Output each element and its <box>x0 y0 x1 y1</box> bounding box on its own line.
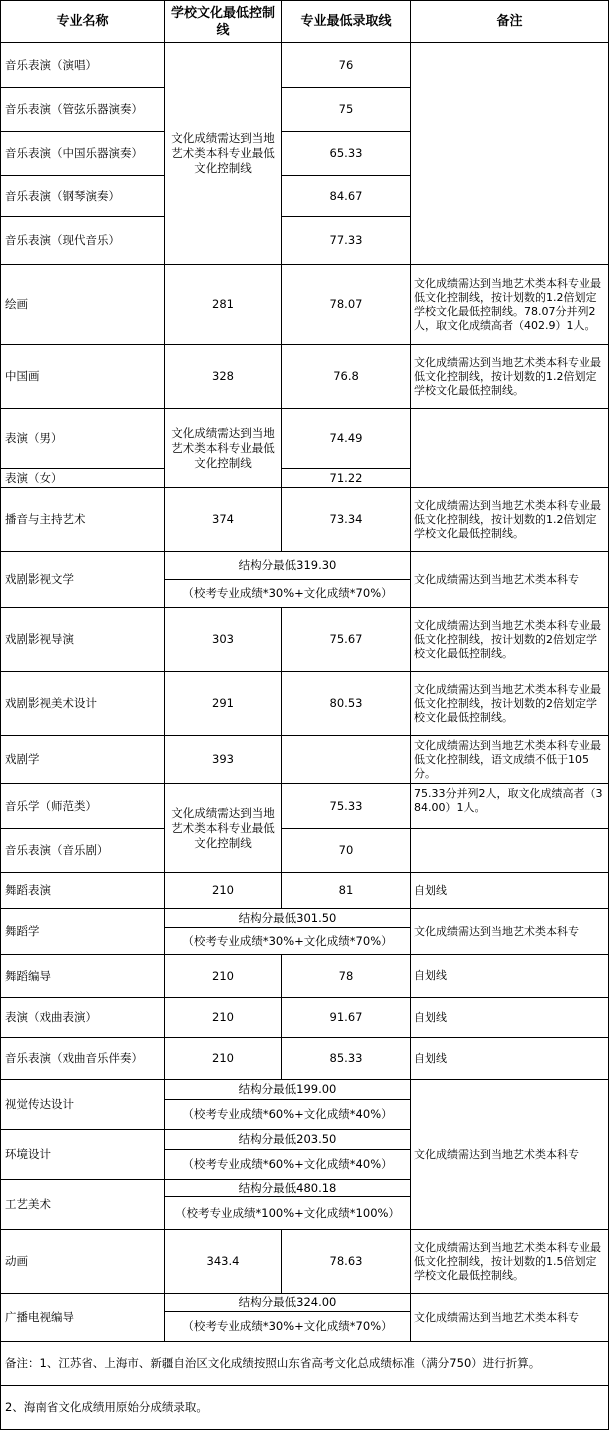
culture-control: 210 <box>165 873 282 909</box>
remarks: 文化成绩需达到当地艺术类本科专业最低文化控制线，按计划数的1.2倍划定学校文化最低控制线。 <box>411 345 609 409</box>
major-name: 音乐表演（管弦乐器演奏） <box>1 88 165 132</box>
min-score: 77.33 <box>282 217 411 265</box>
culture-control: 328 <box>165 345 282 409</box>
remarks: 文化成绩需达到当地艺术类本科专业最低文化控制线，语文成绩不低于105分。 <box>411 736 609 784</box>
footnote-row <box>1 1342 609 1386</box>
remarks-empty <box>411 409 609 488</box>
table-row <box>1 736 609 784</box>
major-name: 音乐表演（中国乐器演奏） <box>1 132 165 176</box>
min-score: 76 <box>282 43 411 88</box>
table-row <box>1 1038 609 1080</box>
min-score: 65.33 <box>282 132 411 176</box>
remarks: 自划线 <box>411 955 609 998</box>
min-score: 84.67 <box>282 176 411 217</box>
min-score: 70 <box>282 829 411 873</box>
min-score: 91.67 <box>282 998 411 1038</box>
culture-control: 393 <box>165 736 282 784</box>
table-row <box>1 552 609 580</box>
major-name: 动画 <box>1 1230 165 1294</box>
culture-control: 343.4 <box>165 1230 282 1294</box>
min-score: 71.22 <box>282 469 411 488</box>
min-score: 75.67 <box>282 608 411 672</box>
culture-control-merged: 文化成绩需达到当地艺术类本科专业最低文化控制线 <box>165 43 282 265</box>
major-name: 工艺美术 <box>1 1180 165 1230</box>
culture-control: 291 <box>165 672 282 736</box>
structure-score: 结构分最低301.50 <box>165 909 411 928</box>
table-row <box>1 1080 609 1100</box>
table-row <box>1 672 609 736</box>
remarks-empty <box>411 829 609 873</box>
remarks: 文化成绩需达到当地艺术类本科专业最低文化控制线，按计划数的1.5倍划定学校文化最低控制线。 <box>411 1230 609 1294</box>
min-score: 85.33 <box>282 1038 411 1080</box>
culture-control: 303 <box>165 608 282 672</box>
min-score: 80.53 <box>282 672 411 736</box>
major-name: 中国画 <box>1 345 165 409</box>
structure-score: 结构分最低319.30 <box>165 552 411 580</box>
remarks: 自划线 <box>411 1038 609 1080</box>
table-row <box>1 873 609 909</box>
footnote-2: 2、海南省文化成绩用原始分成绩录取。 <box>1 1386 609 1430</box>
culture-control: 374 <box>165 488 282 552</box>
table-row <box>1 409 609 469</box>
remarks: 文化成绩需达到当地艺术类本科专 <box>411 552 609 608</box>
remarks-empty <box>411 43 609 265</box>
major-name: 戏剧影视导演 <box>1 608 165 672</box>
footnote-1: 备注：1、江苏省、上海市、新疆自治区文化成绩按照山东省高考文化总成绩标准（满分750）进行折算。 <box>1 1342 609 1386</box>
header-remarks: 备注 <box>411 1 609 43</box>
min-score: 75.33 <box>282 784 411 829</box>
min-score: 78.63 <box>282 1230 411 1294</box>
major-name: 音乐学（师范类） <box>1 784 165 829</box>
remarks: 文化成绩需达到当地艺术类本科专 <box>411 909 609 955</box>
remarks: 文化成绩需达到当地艺术类本科专业最低文化控制线，按计划数的1.2倍划定学校文化最低控制线。78.07分并列2人，取文化成绩高者（402.9）1人。 <box>411 265 609 345</box>
culture-control: 281 <box>165 265 282 345</box>
remarks: 文化成绩需达到当地艺术类本科专 <box>411 1294 609 1342</box>
score-formula: （校考专业成绩*100%+文化成绩*100%） <box>165 1197 411 1230</box>
table-row <box>1 1230 609 1294</box>
structure-score: 结构分最低203.50 <box>165 1130 411 1150</box>
major-name: 音乐表演（音乐剧） <box>1 829 165 873</box>
table-row <box>1 265 609 345</box>
major-name: 广播电视编导 <box>1 1294 165 1342</box>
major-name: 表演（女） <box>1 469 165 488</box>
score-formula: （校考专业成绩*30%+文化成绩*70%） <box>165 928 411 955</box>
score-formula: （校考专业成绩*30%+文化成绩*70%） <box>165 1312 411 1342</box>
major-name: 音乐表演（现代音乐） <box>1 217 165 265</box>
table-row <box>1 909 609 928</box>
structure-score: 结构分最低480.18 <box>165 1180 411 1197</box>
table-row <box>1 829 609 873</box>
culture-control: 210 <box>165 998 282 1038</box>
culture-control: 210 <box>165 955 282 998</box>
remarks: 75.33分并列2人，取文化成绩高者（384.00）1人。 <box>411 784 609 829</box>
major-name: 播音与主持艺术 <box>1 488 165 552</box>
table-row <box>1 784 609 829</box>
major-name: 戏剧影视美术设计 <box>1 672 165 736</box>
table-row <box>1 1294 609 1312</box>
min-score: 73.34 <box>282 488 411 552</box>
major-name: 环境设计 <box>1 1130 165 1180</box>
table-row <box>1 488 609 552</box>
major-name: 戏剧影视文学 <box>1 552 165 608</box>
min-score: 78.07 <box>282 265 411 345</box>
culture-control-merged: 文化成绩需达到当地艺术类本科专业最低文化控制线 <box>165 409 282 488</box>
remarks: 文化成绩需达到当地艺术类本科专业最低文化控制线，按计划数的1.2倍划定学校文化最低控制线。 <box>411 488 609 552</box>
score-formula: （校考专业成绩*60%+文化成绩*40%） <box>165 1100 411 1130</box>
major-name: 绘画 <box>1 265 165 345</box>
major-name: 戏剧学 <box>1 736 165 784</box>
header-major-name: 专业名称 <box>1 1 165 43</box>
min-score: 81 <box>282 873 411 909</box>
min-score: 74.49 <box>282 409 411 469</box>
min-score: 78 <box>282 955 411 998</box>
table-header-row <box>1 1 609 43</box>
major-name: 舞蹈表演 <box>1 873 165 909</box>
table-row <box>1 998 609 1038</box>
major-name: 音乐表演（戏曲音乐伴奏） <box>1 1038 165 1080</box>
culture-control-merged: 文化成绩需达到当地艺术类本科专业最低文化控制线 <box>165 784 282 873</box>
remarks: 文化成绩需达到当地艺术类本科专业最低文化控制线，按计划数的2倍划定学校文化最低控制线。 <box>411 672 609 736</box>
remarks: 自划线 <box>411 873 609 909</box>
min-score: 76.8 <box>282 345 411 409</box>
structure-score: 结构分最低324.00 <box>165 1294 411 1312</box>
major-name: 视觉传达设计 <box>1 1080 165 1130</box>
footnote-row <box>1 1386 609 1430</box>
header-min-score: 专业最低录取线 <box>282 1 411 43</box>
major-name: 音乐表演（演唱） <box>1 43 165 88</box>
remarks: 自划线 <box>411 998 609 1038</box>
min-score-empty <box>282 736 411 784</box>
table-row <box>1 608 609 672</box>
major-name: 舞蹈编导 <box>1 955 165 998</box>
min-score: 75 <box>282 88 411 132</box>
major-name: 舞蹈学 <box>1 909 165 955</box>
structure-score: 结构分最低199.00 <box>165 1080 411 1100</box>
table-row <box>1 43 609 88</box>
header-culture-control: 学校文化最低控制线 <box>165 1 282 43</box>
table-row <box>1 345 609 409</box>
remarks: 文化成绩需达到当地艺术类本科专 <box>411 1080 609 1230</box>
remarks: 文化成绩需达到当地艺术类本科专业最低文化控制线，按计划数的2倍划定学校文化最低控制线。 <box>411 608 609 672</box>
score-formula: （校考专业成绩*60%+文化成绩*40%） <box>165 1150 411 1180</box>
culture-control: 210 <box>165 1038 282 1080</box>
table-row <box>1 955 609 998</box>
major-name: 表演（戏曲表演） <box>1 998 165 1038</box>
score-formula: （校考专业成绩*30%+文化成绩*70%） <box>165 580 411 608</box>
major-name: 音乐表演（钢琴演奏） <box>1 176 165 217</box>
major-name: 表演（男） <box>1 409 165 469</box>
